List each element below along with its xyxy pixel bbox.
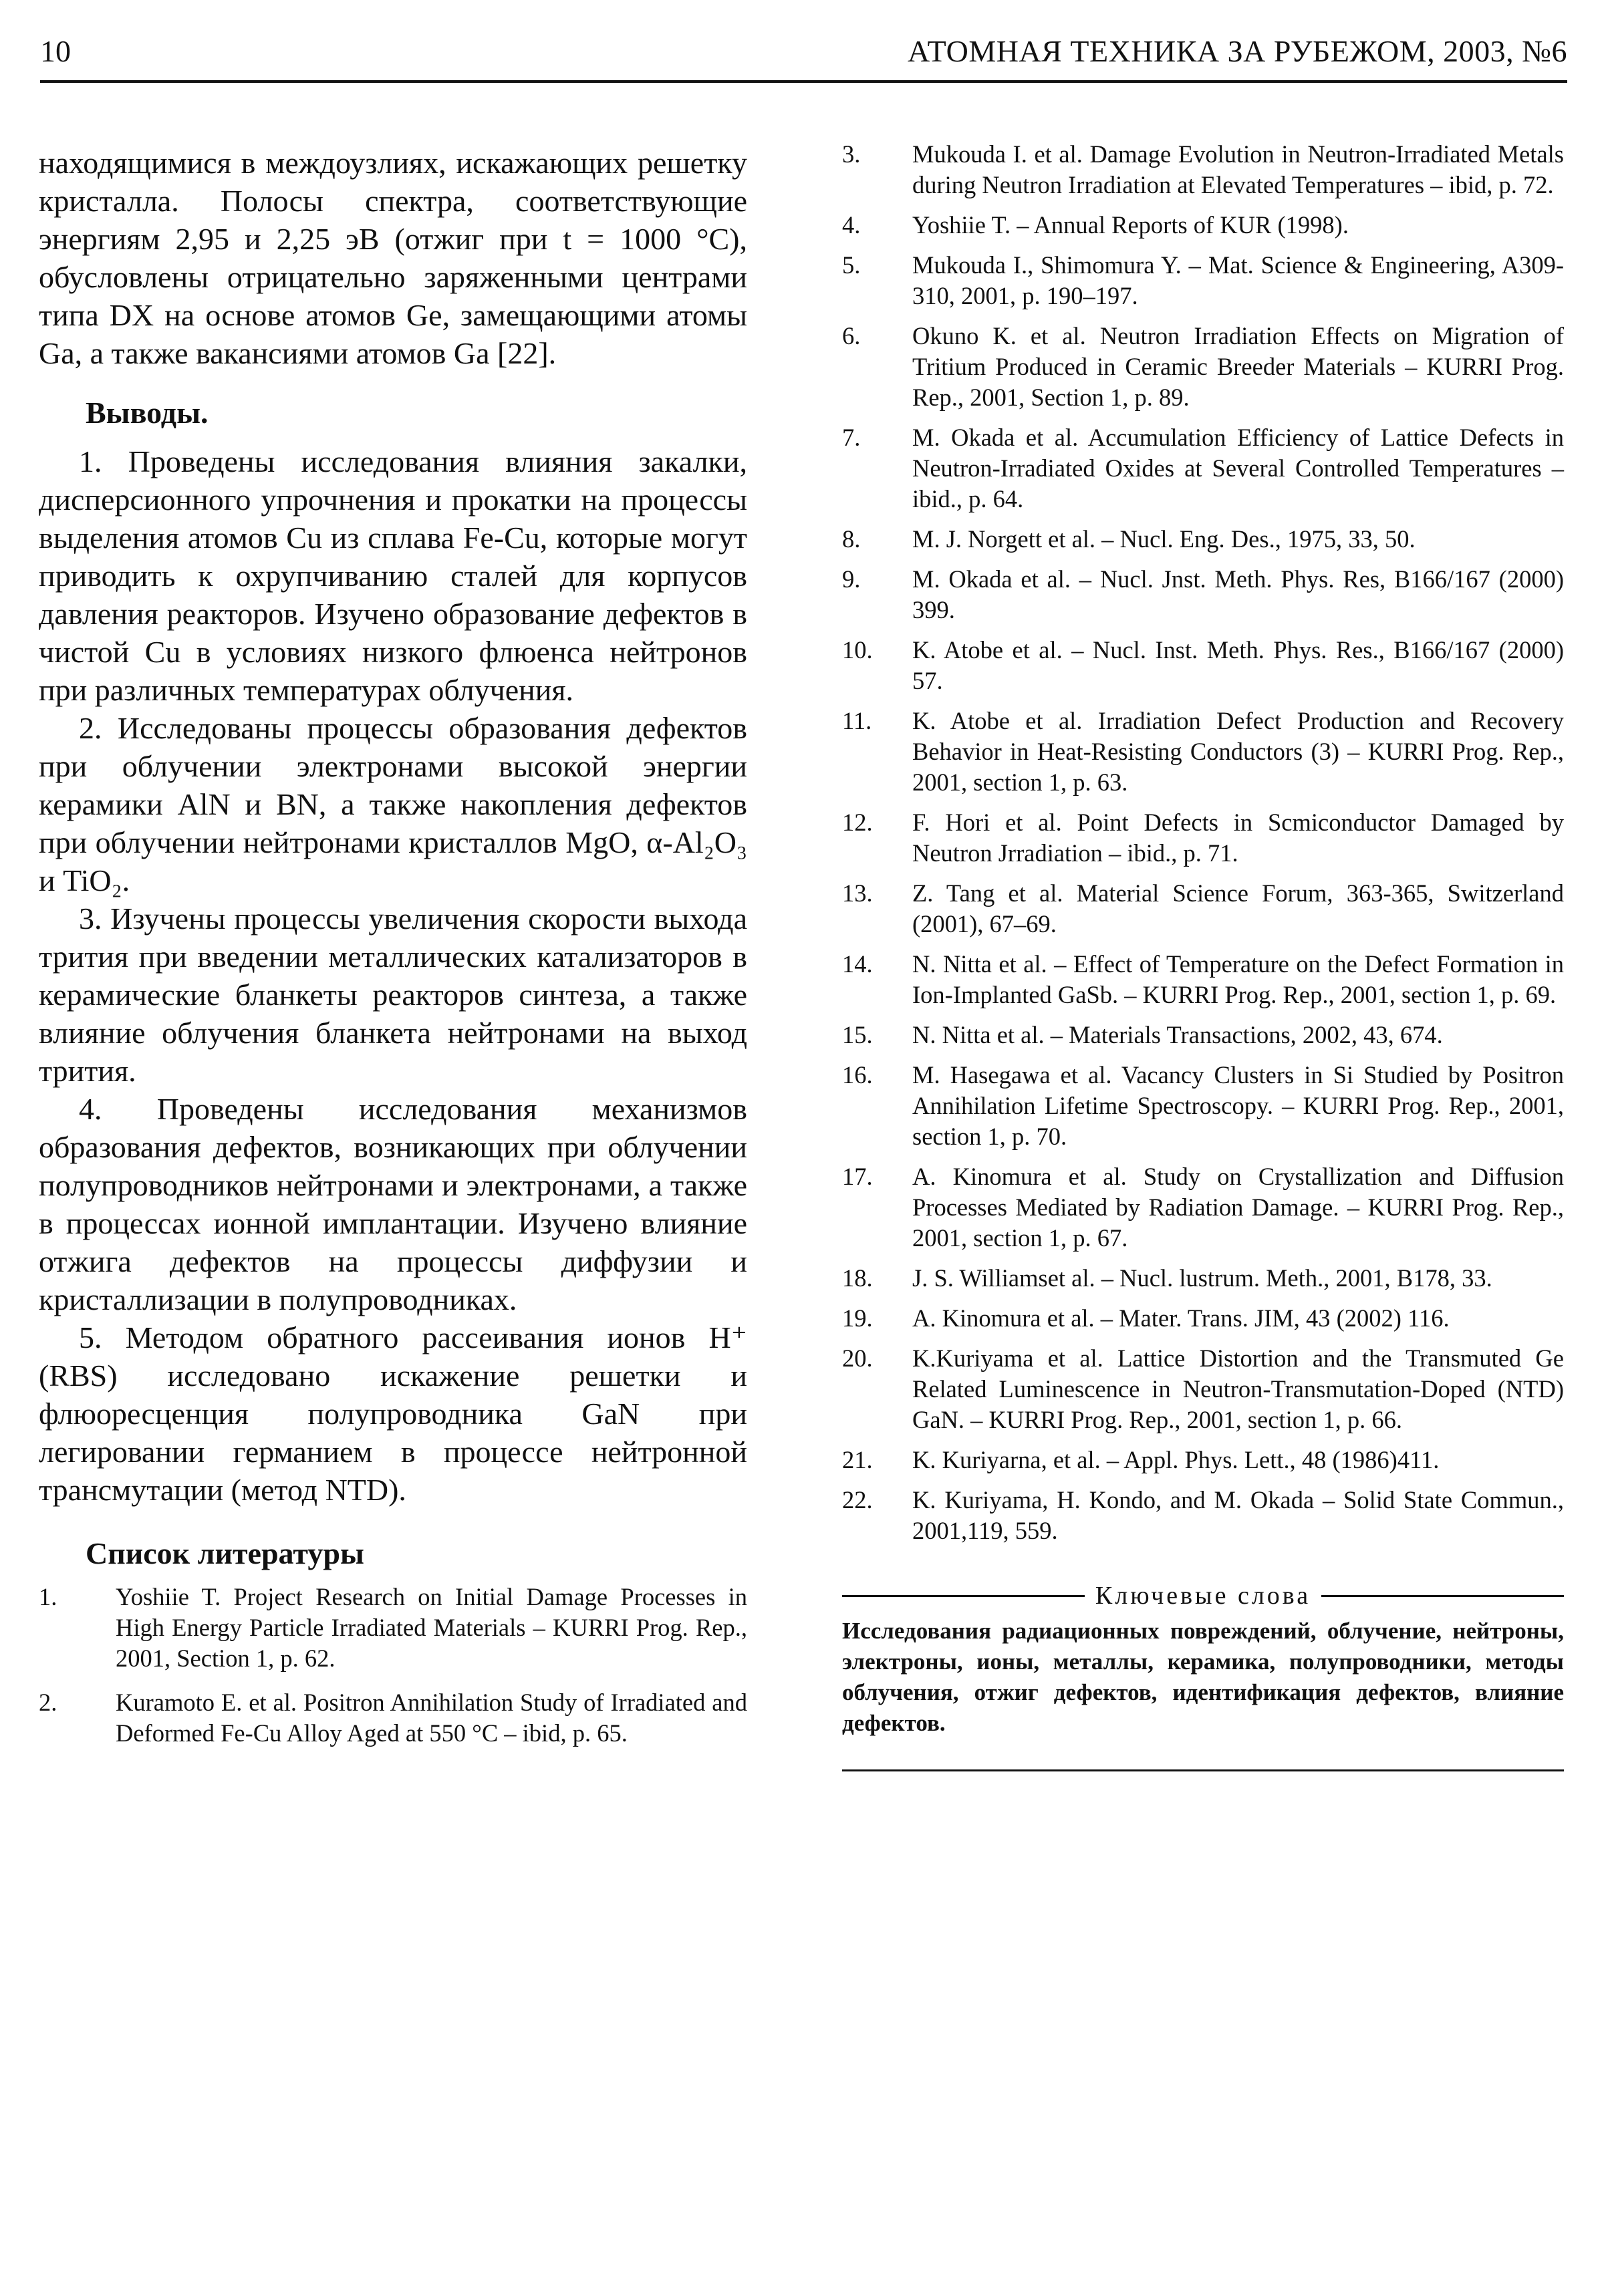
conclusion-paragraph: 3. Изучены процессы увеличения скорости выхода трития при введении металлических катализаторов в керамические бланкеты реакторов синтеза, а также влияние облучения бланкета нейтронами на выход трития. — [39, 901, 747, 1088]
reference-number: 4. — [842, 211, 861, 239]
reference-item — [842, 949, 1564, 1010]
reference-text: J. S. Williamset al. – Nucl. lustrum. Meth., 2001, B178, 33. — [912, 1264, 1492, 1292]
reference-text: N. Nitta et al. – Effect of Temperature on the Defect Formation in Ion-Implanted GaSb. – KURRI Prog. Rep., 2001, section 1, p. 69. — [912, 950, 1564, 1008]
reference-item — [842, 878, 1564, 940]
reference-item — [842, 807, 1564, 869]
reference-item — [842, 1485, 1564, 1546]
conclusions-heading: Выводы. — [86, 396, 209, 430]
reference-text: Okuno K. et al. Neutron Irradiation Effects on Migration of Tritium Produced in Ceramic Breeder Materials – KURRI Prog. Rep., 2001, Section 1, p. 89. — [912, 322, 1564, 411]
divider — [1321, 1595, 1564, 1597]
reference-text: K.Kuriyama et al. Lattice Distortion and the Transmuted Ge Related Luminescence in Neutron-Transmutation-Doped (NTD) GaN. – KURRI Prog. Rep., 2001, section 1, p. 66. — [912, 1344, 1564, 1433]
reference-item — [842, 1161, 1564, 1254]
reference-number: 19. — [842, 1304, 873, 1332]
reference-item — [842, 1343, 1564, 1435]
reference-text: F. Hori et al. Point Defects in Scmiconductor Damaged by Neutron Jrradiation – ibid., p. 71. — [912, 809, 1564, 867]
reference-item — [39, 1687, 747, 1749]
divider — [842, 1595, 1085, 1597]
reference-item — [842, 210, 1564, 241]
reference-text: K. Atobe et al. – Nucl. Inst. Meth. Phys. Res., B166/167 (2000) 57. — [912, 636, 1564, 694]
reference-number: 21. — [842, 1446, 873, 1473]
conclusion-paragraph: 4. Проведены исследования механизмов образования дефектов, возникающих при облучении полупроводников нейтронами и электронами, а также в процессах ионной имплантации. Изучено влияние отжига дефектов на процессы диффузии и кристаллизации в полупроводниках. — [39, 1092, 747, 1316]
reference-number: 2. — [39, 1689, 57, 1716]
left-column — [39, 144, 747, 1762]
reference-item — [842, 1445, 1564, 1475]
continuation-paragraph: находящимися в междоузлиях, искажающих решетку кристалла. Полосы спектра, соответствующие энергиям 2,95 и 2,25 эВ (отжиг при t = 1000 °С), обусловлены отрицательно заряженными центрами типа DX на основе атомов Ge, замещающими атомы Ga, а также вакансиями атомов Ga [22]. — [39, 146, 747, 370]
reference-number: 7. — [842, 424, 861, 451]
reference-number: 5. — [842, 251, 861, 279]
reference-number: 9. — [842, 565, 861, 593]
reference-number: 12. — [842, 809, 873, 836]
reference-text: M. Hasegawa et al. Vacancy Clusters in Si Studied by Positron Annihilation Lifetime Spectroscopy. – KURRI Prog. Rep., 2001, section 1, p. 70. — [912, 1061, 1564, 1150]
page-number: 10 — [40, 34, 71, 68]
keywords-text: Исследования радиационных повреждений, облучение, нейтроны, электроны, ионы, металлы, керамика, полупроводники, методы облучения, отжиг дефектов, идентификация дефектов, влияние дефектов. — [842, 1618, 1564, 1736]
reference-text: K. Atobe et al. Irradiation Defect Production and Recovery Behavior in Heat-Resisting Conductors (3) – KURRI Prog. Rep., 2001, section 1, p. 63. — [912, 707, 1564, 796]
reference-text: Mukouda I., Shimomura Y. – Mat. Science & Engineering, A309-310, 2001, p. 190–197. — [912, 251, 1564, 309]
reference-text: A. Kinomura et al. – Mater. Trans. JIM, 43 (2002) 116. — [912, 1304, 1450, 1332]
reference-text: N. Nitta et al. – Materials Transactions, 2002, 43, 674. — [912, 1021, 1443, 1048]
reference-item — [842, 524, 1564, 555]
reference-item — [842, 1060, 1564, 1152]
page-header — [40, 27, 1567, 83]
reference-text: Yoshiie T. Project Research on Initial Damage Processes in High Energy Particle Irradiated Materials – KURRI Prog. Rep., 2001, Section 1, p. 62. — [116, 1583, 747, 1672]
reference-number: 13. — [842, 879, 873, 907]
reference-text: M. Okada et al. Accumulation Efficiency of Lattice Defects in Neutron-Irradiated Oxides at Several Controlled Temperatures – ibid., p. 64. — [912, 424, 1564, 513]
keywords-block — [842, 1581, 1564, 1771]
reference-text: K. Kuriyama, H. Kondo, and M. Okada – Solid State Commun., 2001,119, 559. — [912, 1486, 1564, 1544]
keywords-title: Ключевые слова — [1095, 1582, 1311, 1610]
reference-number: 10. — [842, 636, 873, 664]
references-heading: Список литературы — [86, 1536, 364, 1570]
conclusion-paragraph: 2. Исследованы процессы образования дефектов при облучении электронами высокой энергии керамики AlN и BN, а также накопления дефектов при облучении нейтронами кристаллов MgO, α-Al₂O₃ и TiO₂. — [39, 711, 747, 897]
reference-item — [842, 1020, 1564, 1050]
reference-item — [842, 321, 1564, 413]
reference-text: Mukouda I. et al. Damage Evolution in Neutron-Irradiated Metals during Neutron Irradiation at Elevated Temperatures – ibid, p. 72. — [912, 140, 1564, 198]
reference-text: K. Kuriyarna, et al. – Appl. Phys. Lett., 48 (1986)411. — [912, 1446, 1440, 1473]
reference-text: Yoshiie T. – Annual Reports of KUR (1998). — [912, 211, 1349, 239]
divider — [842, 1769, 1564, 1771]
reference-text: Z. Tang et al. Material Science Forum, 363-365, Switzerland (2001), 67–69. — [912, 879, 1564, 938]
reference-number: 17. — [842, 1163, 873, 1190]
reference-text: A. Kinomura et al. Study on Crystallization and Diffusion Processes Mediated by Radiation Damage. – KURRI Prog. Rep., 2001, section 1, p. 67. — [912, 1163, 1564, 1252]
reference-number: 1. — [39, 1583, 57, 1610]
reference-item — [842, 422, 1564, 515]
reference-text: M. Okada et al. – Nucl. Jnst. Meth. Phys. Res, B166/167 (2000) 399. — [912, 565, 1564, 623]
reference-text: M. J. Norgett et al. – Nucl. Eng. Des., 1975, 33, 50. — [912, 525, 1416, 553]
reference-item — [842, 564, 1564, 625]
reference-number: 20. — [842, 1344, 873, 1372]
reference-item — [842, 139, 1564, 200]
reference-number: 8. — [842, 525, 861, 553]
reference-list-right — [842, 139, 1564, 1546]
reference-number: 14. — [842, 950, 873, 978]
reference-item — [39, 1582, 747, 1674]
reference-list-left — [39, 1582, 747, 1749]
conclusion-paragraph: 5. Методом обратного рассеивания ионов H⁺ (RBS) исследовано искажение решетки и флюоресценция полупроводника GaN при легировании германием в процессе нейтронной трансмутации (метод NTD). — [39, 1320, 747, 1507]
reference-item — [842, 706, 1564, 798]
reference-number: 11. — [842, 707, 872, 734]
reference-item — [842, 1263, 1564, 1294]
right-column — [842, 139, 1564, 1771]
keywords-title-row — [842, 1581, 1564, 1610]
reference-number: 6. — [842, 322, 861, 349]
reference-item — [842, 250, 1564, 311]
conclusion-paragraph: 1. Проведены исследования влияния закалки, дисперсионного упрочнения и прокатки на процессы выделения атомов Cu из сплава Fe-Cu, которые могут приводить к охрупчиванию сталей для корпусов давления реакторов. Изучено образование дефектов в чистой Cu в условиях низкого флюенса нейтронов при различных температурах облучения. — [39, 444, 747, 707]
journal-title: АТОМНАЯ ТЕХНИКА ЗА РУБЕЖОМ, 2003, №6 — [907, 34, 1567, 68]
reference-item — [842, 635, 1564, 696]
reference-item — [842, 1303, 1564, 1334]
reference-number: 22. — [842, 1486, 873, 1514]
reference-number: 15. — [842, 1021, 873, 1048]
reference-number: 3. — [842, 140, 861, 168]
reference-text: Kuramoto E. et al. Positron Annihilation Study of Irradiated and Deformed Fe-Cu Alloy Aged at 550 °C – ibid, p. 65. — [116, 1689, 747, 1747]
reference-number: 18. — [842, 1264, 873, 1292]
reference-number: 16. — [842, 1061, 873, 1089]
